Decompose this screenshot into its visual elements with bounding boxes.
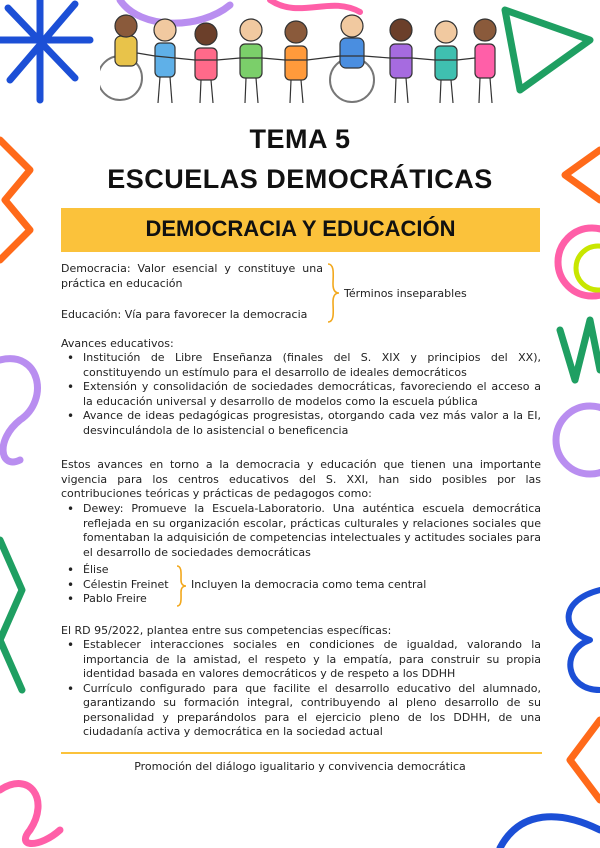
list-item: • Pablo Freire	[61, 592, 201, 607]
democracia-definition: Democracia: Valor esencial y constituye una práctica en educación	[61, 262, 323, 290]
democracia-tema-label: Incluyen la democracia como tema central	[191, 578, 427, 591]
footer-divider	[61, 752, 542, 754]
topic-title: ESCUELAS DEMOCRÁTICAS	[107, 164, 493, 194]
list-item: • Institución de Libre Enseñanza (finales del S. XIX y principios del XX), constituyendo un estímulo para el desarrollo de ideales democráticos	[61, 351, 541, 380]
list-item: • Célestin Freinet	[61, 578, 201, 593]
topic-number-title: TEMA 5	[249, 124, 351, 154]
footer-caption: Promoción del diálogo igualitario y convivencia democrática	[134, 760, 466, 773]
rd-intro: El RD 95/2022, plantea entre sus competencias específicas:	[61, 624, 392, 637]
list-item: • Extensión y consolidación de sociedades democráticas, favoreciendo el acceso a la educación universal y desarrollo de modelos como la escuela pública	[61, 380, 541, 409]
brace-icon	[326, 262, 340, 324]
list-item: • Élise	[61, 563, 201, 578]
section-banner-title: DEMOCRACIA Y EDUCACIÓN	[145, 216, 456, 241]
list-item: • Currículo configurado para que facilite el desarrollo educativo del alumnado, garantizando su formación integral, contribuyendo al pleno desarrollo de su personalidad y preparándolos para el ejercicio pleno de los DDHH, de una ciudadanía activa y democrática en la sociedad actual	[61, 682, 541, 740]
educacion-definition: Educación: Vía para favorecer la democracia	[61, 308, 308, 321]
terminos-label: Términos inseparables	[344, 287, 467, 300]
pedagogos-list	[61, 502, 541, 560]
section-banner	[61, 208, 540, 252]
avances-list	[61, 351, 541, 438]
pedagogos-intro: Estos avances en torno a la democracia y educación que tienen una importante vigencia para los centros educativos del S. XXI, han sido posibles por las contribuciones teóricas y prácticas de pedagogos como:	[61, 458, 541, 500]
list-item: • Establecer interacciones sociales en condiciones de igualdad, valorando la importancia de la amistad, el respeto y la empatía, para construir su propia identidad basada en valores democráticos y de respeto a los DDHH	[61, 638, 541, 682]
rd-list	[61, 638, 541, 740]
list-item-dewey: • Dewey: Promueve la Escuela-Laboratorio. Una auténtica escuela democrática reflejada en su organización escolar, prácticas culturales y relaciones sociales que fomentaban la adquisición de competencias intelectuales y actitudes sociales para el desarrollo de sociedades democráticas	[61, 502, 541, 560]
list-item: • Avance de ideas pedagógicas progresistas, otorgando cada vez más valor a la EI, desvinculándola de lo asistencial o beneficencia	[61, 409, 541, 438]
avances-heading: Avances educativos:	[61, 337, 174, 350]
brace-icon	[175, 564, 187, 608]
